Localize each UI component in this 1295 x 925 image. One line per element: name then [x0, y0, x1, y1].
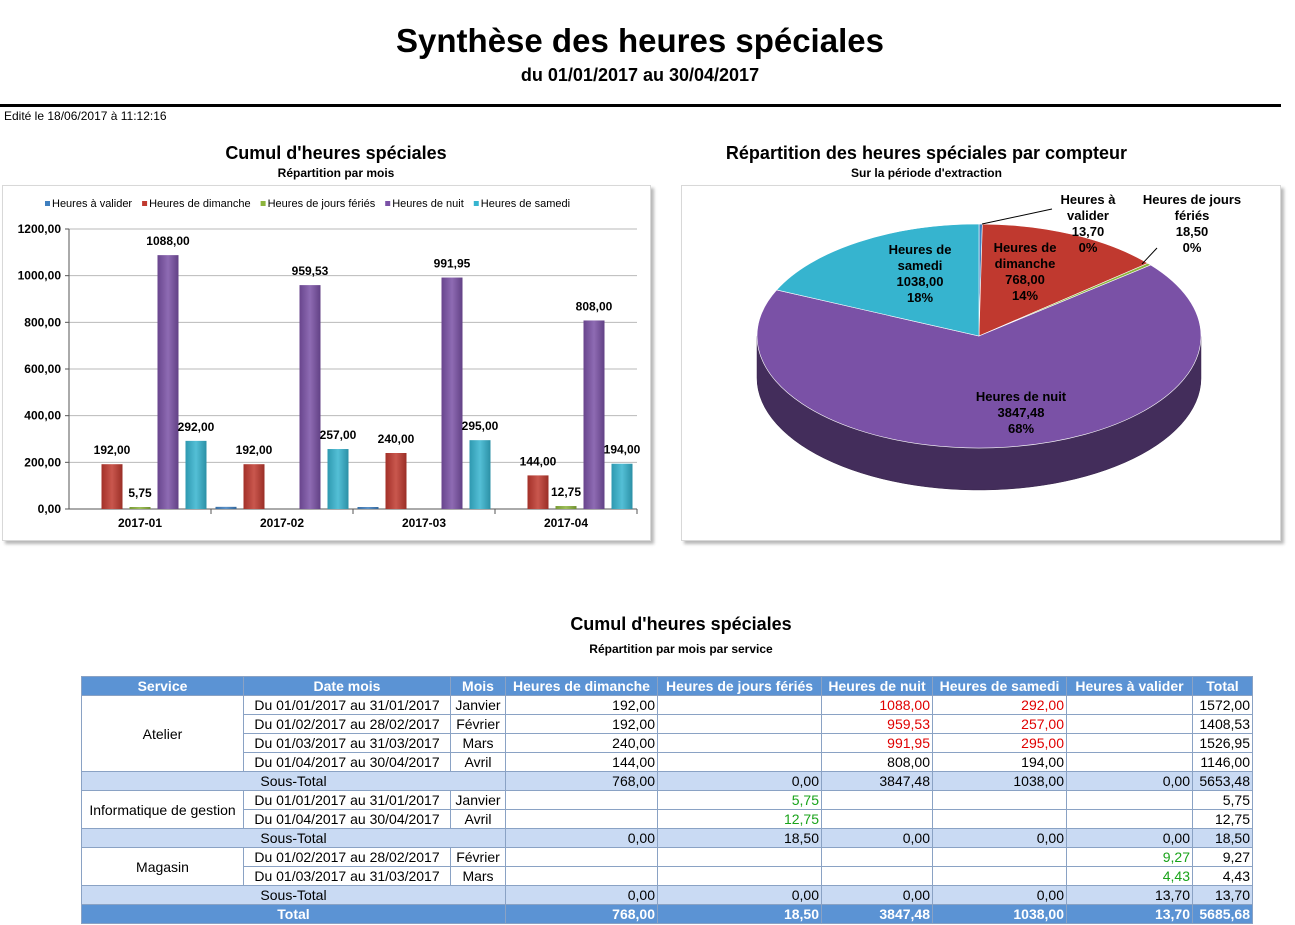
bar-data-label: 240,00	[377, 432, 415, 446]
total-cell: 5685,68	[1193, 905, 1253, 924]
subtotal-row	[82, 829, 1253, 848]
y-tick-label: 1200,00	[17, 222, 61, 236]
bar-data-label: 292,00	[177, 419, 215, 434]
feries-cell	[658, 753, 822, 772]
samedi-cell: 295,00	[933, 734, 1067, 753]
dimanche-cell: 768,00	[506, 772, 658, 791]
samedi-cell	[933, 867, 1067, 886]
legend-swatch	[142, 201, 147, 206]
valider-cell	[1067, 696, 1193, 715]
x-tick-label: 2017-03	[401, 516, 447, 530]
mois-cell: Mars	[451, 867, 506, 886]
pie-chart	[682, 186, 1280, 540]
feries-cell	[658, 734, 822, 753]
bar-data-label: 144,00	[519, 454, 557, 469]
column-header: Mois	[451, 677, 506, 696]
column-header: Heures de samedi	[933, 677, 1067, 696]
bar-nuit-2017-01	[158, 255, 179, 509]
bar-nuit-2017-04	[584, 320, 605, 509]
column-header: Date mois	[244, 677, 451, 696]
nuit-cell: 1088,00	[822, 696, 933, 715]
feries-cell	[658, 696, 822, 715]
samedi-cell: 0,00	[933, 829, 1067, 848]
bar-chart	[3, 186, 650, 540]
bar-data-label: 257,00	[319, 428, 357, 443]
y-tick-label: 600,00	[24, 362, 61, 376]
dimanche-cell	[506, 791, 658, 810]
column-header: Heures de dimanche	[506, 677, 658, 696]
column-header: Heures de nuit	[822, 677, 933, 696]
legend-swatch	[474, 201, 479, 206]
feries-cell	[658, 848, 822, 867]
table-subtitle: Répartition par mois par service	[589, 642, 773, 656]
feries-cell: 0,00	[658, 772, 822, 791]
legend-label: Heures de nuit	[392, 198, 464, 210]
bar-dimanche-2017-04	[528, 475, 549, 509]
samedi-cell: 1038,00	[933, 905, 1067, 924]
total-cell: 18,50	[1193, 829, 1253, 848]
y-tick-label: 200,00	[24, 455, 61, 470]
valider-cell: 9,27	[1067, 848, 1193, 867]
table-row	[82, 734, 1253, 753]
valider-cell	[1067, 810, 1193, 829]
y-tick-label: 1000,00	[17, 268, 61, 283]
feries-cell: 18,50	[658, 905, 822, 924]
legend-swatch	[385, 201, 390, 206]
bar-chart-subtitle: Répartition par mois	[277, 166, 395, 180]
bar-chart-title: Cumul d'heures spéciales	[225, 143, 447, 163]
legend-swatch	[45, 201, 50, 206]
table-row	[82, 753, 1253, 772]
mois-cell: Février	[451, 848, 506, 867]
total-cell: 12,75	[1193, 810, 1253, 829]
pie-leader-line	[982, 209, 1052, 224]
date-cell: Du 01/04/2017 au 30/04/2017	[244, 810, 451, 829]
bar-feries-2017-01	[130, 507, 151, 509]
y-tick-label: 400,00	[24, 408, 61, 423]
row-label: Sous-Total	[82, 886, 506, 905]
column-header: Heures à valider	[1067, 677, 1193, 696]
dimanche-cell: 192,00	[506, 715, 658, 734]
legend-label: Heures à valider	[52, 198, 133, 210]
row-label: Sous-Total	[82, 772, 506, 791]
page-title: Synthèse des heures spéciales	[396, 22, 884, 59]
bar-data-label: 194,00	[603, 442, 641, 457]
valider-cell: 13,70	[1067, 886, 1193, 905]
table-row	[82, 696, 1253, 715]
bar-dimanche-2017-03	[386, 453, 407, 509]
column-header: Service	[82, 677, 244, 696]
row-label: Total	[82, 905, 506, 924]
nuit-cell	[822, 791, 933, 810]
column-header: Total	[1193, 677, 1253, 696]
bar-valider-2017-03	[358, 507, 379, 509]
nuit-cell	[822, 810, 933, 829]
valider-cell	[1067, 791, 1193, 810]
bar-nuit-2017-02	[300, 285, 321, 509]
legend-label: Heures de dimanche	[149, 198, 251, 210]
table-row	[82, 715, 1253, 734]
nuit-cell: 3847,48	[822, 905, 933, 924]
subtotal-row	[82, 772, 1253, 791]
bar-dimanche-2017-01	[102, 464, 123, 509]
x-tick-label: 2017-01	[117, 516, 163, 530]
legend-swatch	[261, 201, 266, 206]
nuit-cell: 3847,48	[822, 772, 933, 791]
y-tick-label: 800,00	[24, 315, 61, 330]
bar-data-label: 959,53	[291, 264, 329, 279]
samedi-cell: 0,00	[933, 886, 1067, 905]
mois-cell: Avril	[451, 810, 506, 829]
mois-cell: Janvier	[451, 791, 506, 810]
valider-cell	[1067, 734, 1193, 753]
bar-data-label: 1088,00	[146, 234, 190, 249]
valider-cell: 0,00	[1067, 772, 1193, 791]
bar-data-label: 991,95	[433, 256, 471, 271]
pie-chart-frame	[681, 185, 1281, 541]
column-header: Heures de jours fériés	[658, 677, 822, 696]
valider-cell	[1067, 715, 1193, 734]
valider-cell: 13,70	[1067, 905, 1193, 924]
total-cell: 13,70	[1193, 886, 1253, 905]
bar-feries-2017-04	[556, 506, 577, 509]
date-cell: Du 01/01/2017 au 31/01/2017	[244, 791, 451, 810]
table-row	[82, 848, 1253, 867]
total-cell: 1146,00	[1193, 753, 1253, 772]
service-cell: Magasin	[82, 848, 244, 886]
subtotal-row	[82, 886, 1253, 905]
samedi-cell: 257,00	[933, 715, 1067, 734]
samedi-cell	[933, 848, 1067, 867]
table-row	[82, 810, 1253, 829]
valider-cell	[1067, 753, 1193, 772]
table-header-row	[82, 677, 1253, 696]
total-cell: 1526,95	[1193, 734, 1253, 753]
bar-dimanche-2017-02	[244, 464, 265, 509]
pie-chart-title: Répartition des heures spéciales par compteur	[725, 143, 1128, 163]
dimanche-cell: 768,00	[506, 905, 658, 924]
pie-label-valider: Heures à valider 13,70 0%	[1060, 192, 1116, 255]
samedi-cell: 194,00	[933, 753, 1067, 772]
edited-timestamp: Edité le 18/06/2017 à 11:12:16	[4, 109, 167, 123]
bar-samedi-2017-04	[612, 464, 633, 509]
header-divider	[0, 104, 1281, 107]
nuit-cell: 0,00	[822, 886, 933, 905]
bar-data-label: 192,00	[235, 443, 273, 458]
nuit-cell	[822, 848, 933, 867]
bar-data-label: 295,00	[461, 419, 499, 434]
total-cell: 5,75	[1193, 791, 1253, 810]
total-cell: 5653,48	[1193, 772, 1253, 791]
nuit-cell: 991,95	[822, 734, 933, 753]
total-cell: 4,43	[1193, 867, 1253, 886]
total-cell: 1572,00	[1193, 696, 1253, 715]
samedi-cell	[933, 791, 1067, 810]
service-cell: Atelier	[82, 696, 244, 772]
valider-cell: 0,00	[1067, 829, 1193, 848]
feries-cell: 5,75	[658, 791, 822, 810]
dimanche-cell	[506, 867, 658, 886]
bar-nuit-2017-03	[442, 278, 463, 509]
legend-label: Heures de samedi	[480, 198, 571, 210]
feries-cell: 0,00	[658, 886, 822, 905]
table-row	[82, 791, 1253, 810]
bar-chart-frame	[2, 185, 651, 541]
nuit-cell	[822, 867, 933, 886]
service-cell: Informatique de gestion	[82, 791, 244, 829]
bar-valider-2017-02	[216, 507, 237, 509]
pie-chart-subtitle: Sur la période d'extraction	[851, 166, 1002, 180]
pie-label-dimanche: Heures de dimanche 768,00 14%	[993, 240, 1057, 303]
date-cell: Du 01/04/2017 au 30/04/2017	[244, 753, 451, 772]
table-title: Cumul d'heures spéciales	[570, 614, 792, 634]
total-cell: 9,27	[1193, 848, 1253, 867]
mois-cell: Février	[451, 715, 506, 734]
date-cell: Du 01/02/2017 au 28/02/2017	[244, 848, 451, 867]
total-cell: 1408,53	[1193, 715, 1253, 734]
dimanche-cell: 0,00	[506, 829, 658, 848]
bar-data-label: 12,75	[550, 485, 582, 500]
samedi-cell	[933, 810, 1067, 829]
bar-samedi-2017-03	[470, 440, 491, 509]
date-cell: Du 01/01/2017 au 31/01/2017	[244, 696, 451, 715]
dimanche-cell: 144,00	[506, 753, 658, 772]
bar-data-label: 192,00	[93, 443, 131, 458]
mois-cell: Janvier	[451, 696, 506, 715]
bar-data-label: 5,75	[128, 486, 152, 500]
bar-data-label: 808,00	[575, 299, 613, 314]
dimanche-cell	[506, 810, 658, 829]
nuit-cell: 0,00	[822, 829, 933, 848]
report-table	[81, 676, 1253, 924]
dimanche-cell	[506, 848, 658, 867]
bar-samedi-2017-02	[328, 449, 349, 509]
mois-cell: Avril	[451, 753, 506, 772]
feries-cell	[658, 715, 822, 734]
y-tick-label: 0,00	[37, 502, 61, 516]
dimanche-cell: 192,00	[506, 696, 658, 715]
x-tick-label: 2017-02	[259, 516, 305, 530]
total-row	[82, 905, 1253, 924]
samedi-cell: 1038,00	[933, 772, 1067, 791]
mois-cell: Mars	[451, 734, 506, 753]
feries-cell: 12,75	[658, 810, 822, 829]
pie-label-samedi: Heures de samedi 1038,00 18%	[888, 242, 952, 305]
row-label: Sous-Total	[82, 829, 506, 848]
samedi-cell: 292,00	[933, 696, 1067, 715]
dimanche-cell: 240,00	[506, 734, 658, 753]
dimanche-cell: 0,00	[506, 886, 658, 905]
date-cell: Du 01/03/2017 au 31/03/2017	[244, 867, 451, 886]
feries-cell	[658, 867, 822, 886]
pie-label-feries: Heures de jours fériés 18,50 0%	[1142, 192, 1242, 255]
pie-label-nuit: Heures de nuit 3847,48 68%	[975, 389, 1067, 436]
pie-leader-line	[1142, 248, 1157, 264]
date-cell: Du 01/03/2017 au 31/03/2017	[244, 734, 451, 753]
valider-cell: 4,43	[1067, 867, 1193, 886]
x-tick-label: 2017-04	[543, 516, 589, 530]
page-subtitle: du 01/01/2017 au 30/04/2017	[520, 65, 760, 85]
feries-cell: 18,50	[658, 829, 822, 848]
bar-samedi-2017-01	[186, 441, 207, 509]
table-row	[82, 867, 1253, 886]
nuit-cell: 959,53	[822, 715, 933, 734]
date-cell: Du 01/02/2017 au 28/02/2017	[244, 715, 451, 734]
nuit-cell: 808,00	[822, 753, 933, 772]
legend-label: Heures de jours fériés	[267, 198, 376, 210]
